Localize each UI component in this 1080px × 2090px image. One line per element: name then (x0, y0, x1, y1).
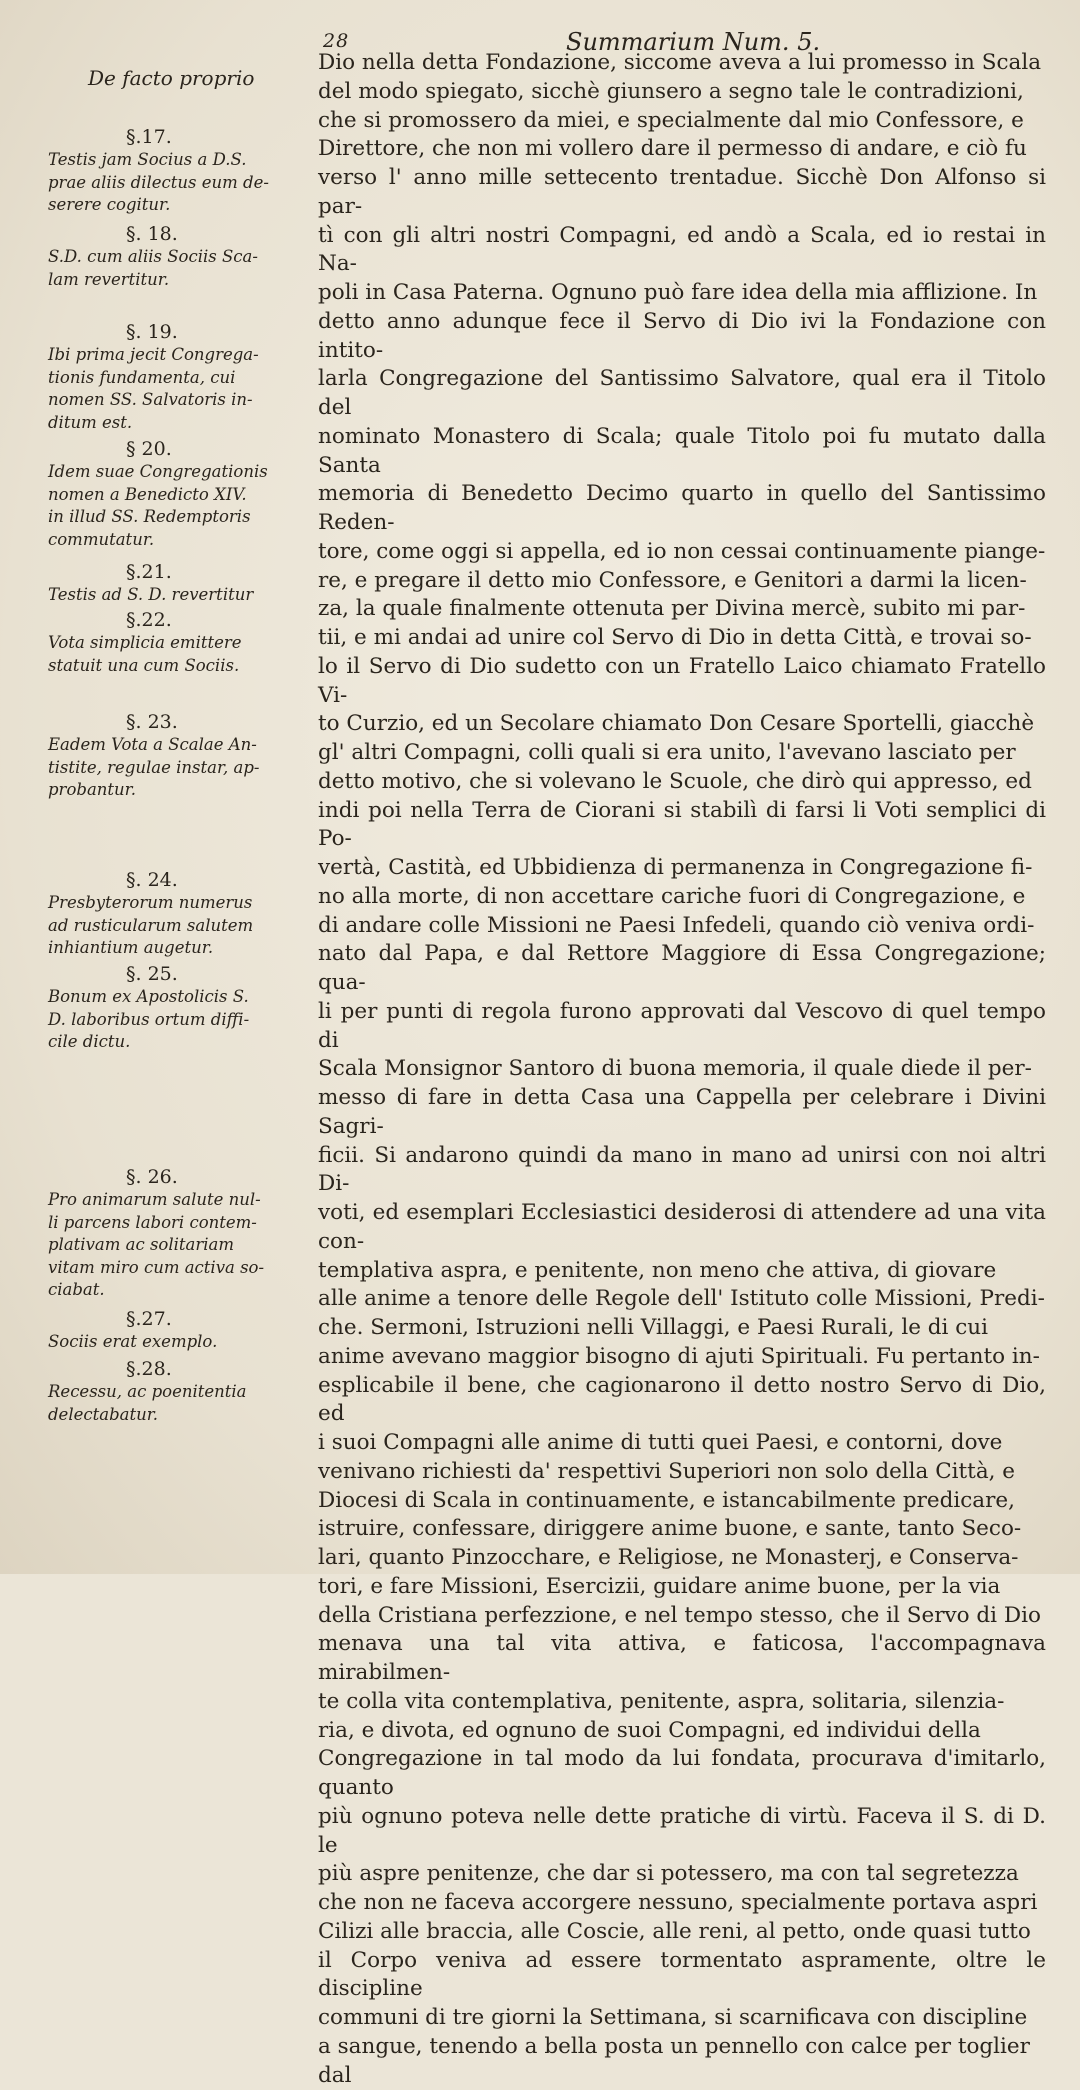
margin-summary: Ibi prima jecit Congrega- tionis fundamenta, cui nomen SS. Salvatoris in- ditum est. (48, 345, 259, 432)
margin-section-number: §.22. (126, 609, 172, 631)
margin-section-number: §. 19. (126, 321, 178, 343)
margin-summary: S.D. cum aliis Sociis Sca- lam revertitur. (48, 247, 258, 289)
margin-summary: Idem suae Congregationis nomen a Benedicto XIV. in illud SS. Redemptoris commutatur. (48, 462, 268, 549)
margin-section-number: §.17. (126, 126, 172, 148)
margin-section-number: §. 26. (126, 1166, 178, 1188)
margin-note-17 (48, 125, 283, 217)
margin-note-25 (48, 962, 283, 1054)
margin-note-27 (48, 1307, 283, 1354)
margin-section-number: §. 24. (126, 869, 178, 891)
main-body-text: Dio nella detta Fondazione, siccome aveva a lui promesso in Scala del modo spiegato, sicchè giunsero a segno tale le contradizioni, che si promossero da miei, e specialmente dal mio Confessore, e Direttore, che non mi vollero dare il permesso di andare, e ciò fu verso l' anno mille settecento trentadue. Sicchè Don Alfonso si par- tì con gli altri nostri Compagni, ed andò a Scala, ed io restai in Na- poli in Casa Paterna. Ognuno può fare idea della mia afflizione. In detto anno adunque fece il Servo di Dio ivi la Fondazione con intito- larla Congregazione del Santissimo Salvatore, qual era il Titolo del nominato Monastero di Scala; quale Titolo poi fu mutato dalla Santa memoria di Benedetto Decimo quarto in quello del Santissimo Reden- tore, come oggi si appella, ed io non cessai continuamente piange- re, e pregare il detto mio Confessore, e Genitori a darmi la licen- za, la quale finalmente ottenuta per Divina mercè, subito mi par- tii, e mi andai ad unire col Servo di Dio in detta Città, e trovai so- lo il Servo di Dio sudetto con un Fratello Laico chiamato Fratello Vi- to Curzio, ed un Secolare chiamato Don Cesare Sportelli, giacchè gl' altri Compagni, colli quali si era unito, l'avevano lasciato per detto motivo, che si volevano le Scuole, che dirò qui appresso, ed indi poi nella Terra de Ciorani si stabilì di farsi li Voti semplici di Po- vertà, Castità, ed Ubbidienza di permanenza in Congregazione fi- no alla morte, di non accettare cariche fuori di Congregazione, e di andare colle Missioni ne Paesi Infedeli, quando ciò veniva ordi- nato dal Papa, e dal Rettore Maggiore di Essa Congregazione; qua- li per punti di regola furono approvati dal Vescovo di quel tempo di Scala Monsignor Santoro di buona memoria, il quale diede il per- messo di fare in detta Casa una Cappella per celebrare i Divini Sagri- ficii. Si andarono quindi da mano in mano ad unirsi con noi altri Di- voti, ed esemplari Ecclesiastici desiderosi di attendere ad una vita con- templativa aspra, e penitente, non meno che attiva, di giovare alle anime a tenore delle Regole dell' Istituto colle Missioni, Predi- che. Sermoni, Istruzioni nelli Villaggi, e Paesi Rurali, le di cui anime avevano maggior bisogno di ajuti Spirituali. Fu pertanto in- esplicabile il bene, che cagionarono il detto nostro Servo di Dio, ed i suoi Compagni alle anime di tutti quei Paesi, e contorni, dove venivano richiesti da' respettivi Superiori non solo della Città, e Diocesi di Scala in continuamente, e istancabilmente predicare, istruire, confessare, diriggere anime buone, e sante, tanto Seco- lari, quanto Pinzocchare, e Religiose, ne Monasterj, e Conserva- tori, e fare Missioni, Esercizii, guidare anime buone, per la via della Cristiana perfezzione, e nel tempo stesso, che il Servo di Dio menava una tal vita attiva, e faticosa, l'accompagnava mirabilmen- te colla vita contemplativa, penitente, aspra, solitaria, silenzia- ria, e divota, ed ognuno de suoi Compagni, ed individui della Congregazione in tal modo da lui fondata, procurava d'imitarlo, quanto più ognuno poteva nelle dette pratiche di virtù. Faceva il S. di D. le più aspre penitenze, che dar si potessero, ma con tal segretezza che non ne faceva accorgere nessuno, specialmente portava aspri Cilizi alle braccia, alle Coscie, alle reni, al petto, onde quasi tutto il Corpo veniva ad essere tormentato aspramente, oltre le discipline communi di tre giorni la Settimana, si scarnificava con discipline a sangue, tenendo a bella posta un pennello con calce per toglier dal (318, 50, 1046, 2088)
margin-section-number: § 20. (126, 438, 172, 460)
margin-note-18 (48, 222, 283, 291)
margin-section-number: §.27. (126, 1308, 172, 1330)
margin-heading: De facto proprio (88, 66, 255, 90)
margin-note-20 (48, 437, 283, 551)
margin-note-23 (48, 710, 283, 802)
margin-summary: Bonum ex Apostolicis S. D. laboribus ortum diffi- cile dictu. (48, 987, 250, 1051)
margin-summary: Vota simplicia emittere statuit una cum Sociis. (48, 633, 242, 675)
margin-summary: Testis ad S. D. revertitur (48, 585, 254, 604)
margin-section-number: §. 18. (126, 223, 178, 245)
margin-note-19 (48, 320, 283, 434)
margin-summary: Eadem Vota a Scalae An- tistite, regulae instar, ap- probantur. (48, 735, 260, 799)
page-title: Summarium Num. 5. (566, 28, 821, 56)
margin-note-28 (48, 1357, 283, 1426)
margin-summary: Sociis erat exemplo. (48, 1332, 218, 1351)
margin-section-number: §.21. (126, 561, 172, 583)
margin-summary: Recessu, ac poenitentia delectabatur. (48, 1382, 247, 1424)
margin-summary: Testis jam Socius a D.S. prae aliis dilectus eum de- serere cogitur. (48, 150, 269, 214)
margin-summary: Pro animarum salute nul- li parcens labori contem- plativam ac solitariam vitam miro cum activa so- ciabat. (48, 1190, 265, 1299)
margin-section-number: §. 23. (126, 711, 178, 733)
margin-note-22 (48, 608, 283, 677)
margin-section-number: §.28. (126, 1358, 172, 1380)
page-number: 28 (323, 30, 350, 52)
margin-note-26 (48, 1165, 283, 1302)
margin-note-24 (48, 868, 283, 960)
margin-summary: Presbyterorum numerus ad rusticularum salutem inhiantium augetur. (48, 893, 254, 957)
margin-note-21 (48, 560, 283, 607)
margin-section-number: §. 25. (126, 963, 178, 985)
